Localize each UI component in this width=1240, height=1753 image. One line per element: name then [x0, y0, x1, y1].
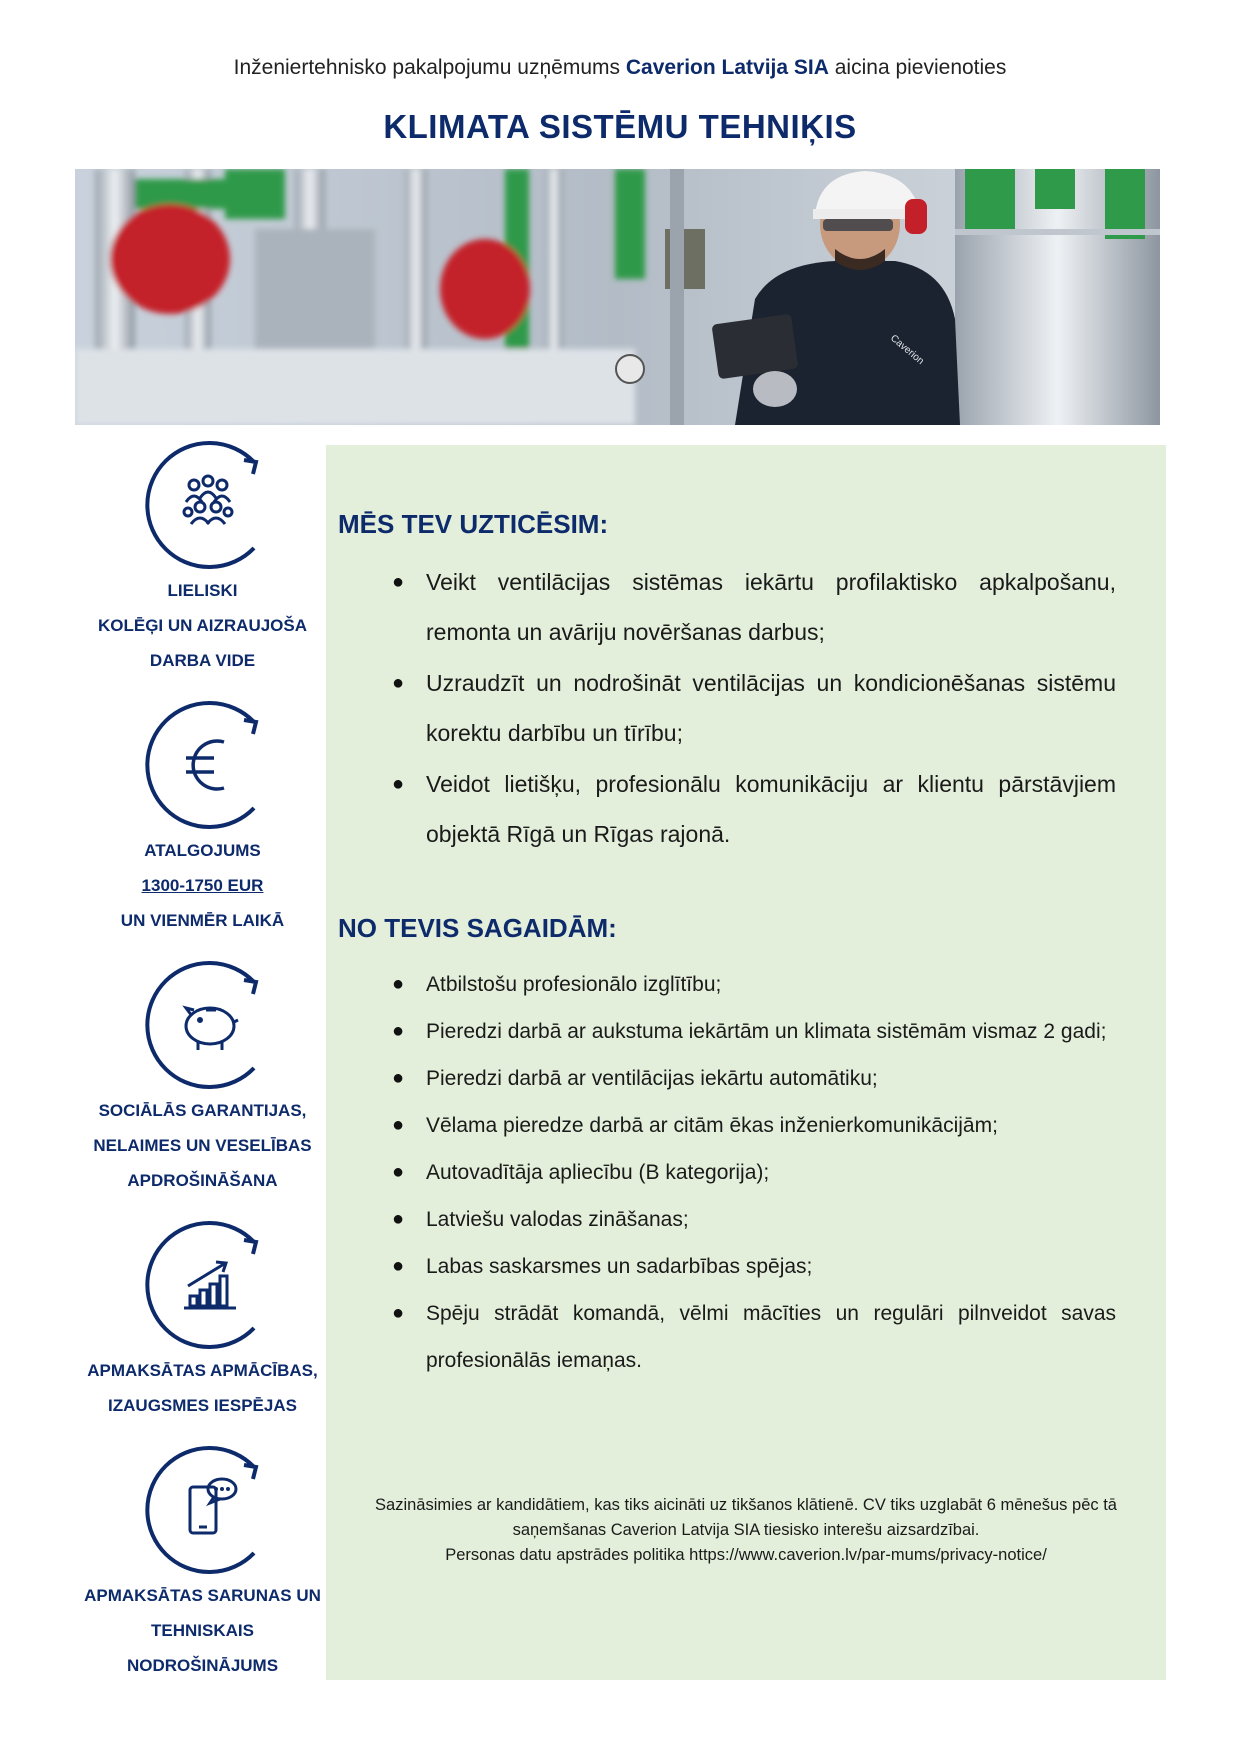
footer-line: saņemšanas Caverion Latvija SIA tiesisko interešu aizsardzībai. [512, 1521, 980, 1539]
footer-line: Sazināsimies ar kandidātiem, kas tiks aicināti uz tikšanos klātienē. CV tiks uzglabāt 6 mēnešus pēc tā [375, 1496, 1117, 1514]
list-item-text: Labas saskarsmes un sadarbības spējas; [426, 1255, 813, 1278]
list-item [392, 1290, 1116, 1384]
page-title: KLIMATA SISTĒMU TEHNIĶIS [383, 108, 857, 145]
duties-list [392, 557, 1116, 860]
bullet-icon: ● [392, 773, 405, 795]
phone-chat-icon [136, 1445, 286, 1575]
benefit-salary-text [80, 833, 325, 938]
benefit-line: APDROŠINĀŠANA [127, 1171, 278, 1190]
salary-range: 1300-1750 EUR [141, 876, 264, 895]
bullet-icon: ● [392, 1208, 405, 1230]
benefit-line: NELAIMES UN VESELĪBAS [93, 1136, 312, 1155]
benefit-line: APMAKSĀTAS SARUNAS UN [84, 1586, 321, 1605]
requirements-list [392, 961, 1116, 1384]
job-details-panel [326, 445, 1166, 1680]
bullet-icon: ● [392, 1114, 405, 1136]
list-item [392, 658, 1116, 758]
bullet-icon: ● [392, 571, 405, 593]
benefit-line: SOCIĀLĀS GARANTIJAS, [98, 1101, 307, 1120]
benefit-line: TEHNISKAIS [151, 1621, 254, 1640]
list-item-text: Veidot lietišķu, profesionālu komunikāciju ar klientu pārstāvjiem objektā Rīgā un Rīgas rajonā. [426, 771, 1116, 847]
list-item [392, 1243, 1116, 1290]
benefit-colleagues-text [80, 573, 325, 678]
list-item [392, 961, 1116, 1008]
benefit-line: UN VIENMĒR LAIKĀ [120, 911, 285, 930]
privacy-policy-link[interactable]: Personas datu apstrādes politika https://www.caverion.lv/par-mums/privacy-notice/ [445, 1546, 1047, 1564]
list-item [392, 1008, 1116, 1055]
shirt-logo: Caverion [888, 332, 926, 368]
benefit-line: IZAUGSMES IESPĒJAS [108, 1396, 297, 1415]
bullet-icon: ● [392, 1161, 405, 1183]
benefit-line: NODROŠINĀJUMS [126, 1656, 279, 1675]
intro-prefix: Inženiertehnisko pakalpojumu uzņēmums [233, 56, 626, 79]
hero-photo [75, 169, 1160, 425]
benefit-line: DARBA VIDE [149, 651, 256, 670]
list-item [392, 1102, 1116, 1149]
bullet-icon: ● [392, 973, 405, 995]
bullet-icon: ● [392, 1020, 405, 1042]
section-heading-duties: MĒS TEV UZTICĒSIM: [338, 509, 609, 539]
list-item-text: Veikt ventilācijas sistēmas iekārtu profilaktisko apkalpošanu, remonta un avāriju novēršanas darbus; [426, 569, 1116, 645]
list-item-text: Uzraudzīt un nodrošināt ventilācijas un kondicionēšanas sistēmu korektu darbību un tīrību; [426, 670, 1116, 746]
growth-chart-icon [136, 1220, 286, 1350]
list-item-text: Atbilstošu profesionālo izglītību; [426, 973, 722, 996]
benefit-insurance-text [80, 1093, 325, 1198]
people-group-icon [136, 440, 286, 570]
list-item-text: Spēju strādāt komandā, vēlmi mācīties un regulāri pilnveidot savas profesionālās iemaņas. [426, 1302, 1116, 1372]
benefit-line: APMAKSĀTAS APMĀCĪBAS, [87, 1361, 318, 1380]
intro-suffix: aicina pievienoties [828, 56, 1007, 79]
bullet-icon: ● [392, 672, 405, 694]
list-item-text: Pieredzi darbā ar aukstuma iekārtām un klimata sistēmām vismaz 2 gadi; [426, 1020, 1107, 1043]
privacy-footer [346, 1493, 1146, 1568]
section-heading-requirements: NO TEVIS SAGAIDĀM: [338, 913, 617, 943]
euro-icon [136, 700, 286, 830]
benefit-line: LIELISKI [167, 581, 238, 600]
list-item-text: Vēlama pieredze darbā ar citām ēkas inženierkomunikācijām; [426, 1114, 998, 1137]
list-item-text: Autovadītāja apliecību (B kategorija); [426, 1161, 770, 1184]
list-item-text: Latviešu valodas zināšanas; [426, 1208, 689, 1231]
piggy-bank-icon [136, 960, 286, 1090]
benefit-line: ATALGOJUMS [144, 841, 261, 860]
list-item [392, 1196, 1116, 1243]
list-item-text: Pieredzi darbā ar ventilācijas iekārtu automātiku; [426, 1067, 878, 1090]
list-item [392, 759, 1116, 859]
list-item [392, 1055, 1116, 1102]
bullet-icon: ● [392, 1302, 405, 1324]
intro-line [0, 56, 1240, 80]
bullet-icon: ● [392, 1255, 405, 1277]
hero-illustration [75, 169, 1160, 425]
benefit-line: KOLĒĢI UN AIZRAUJOŠA [97, 616, 308, 635]
benefit-training-text [80, 1353, 325, 1423]
company-name: Caverion Latvija SIA [625, 56, 829, 79]
benefit-phone-text [80, 1578, 325, 1683]
list-item [392, 1149, 1116, 1196]
bullet-icon: ● [392, 1067, 405, 1089]
list-item [392, 557, 1116, 657]
